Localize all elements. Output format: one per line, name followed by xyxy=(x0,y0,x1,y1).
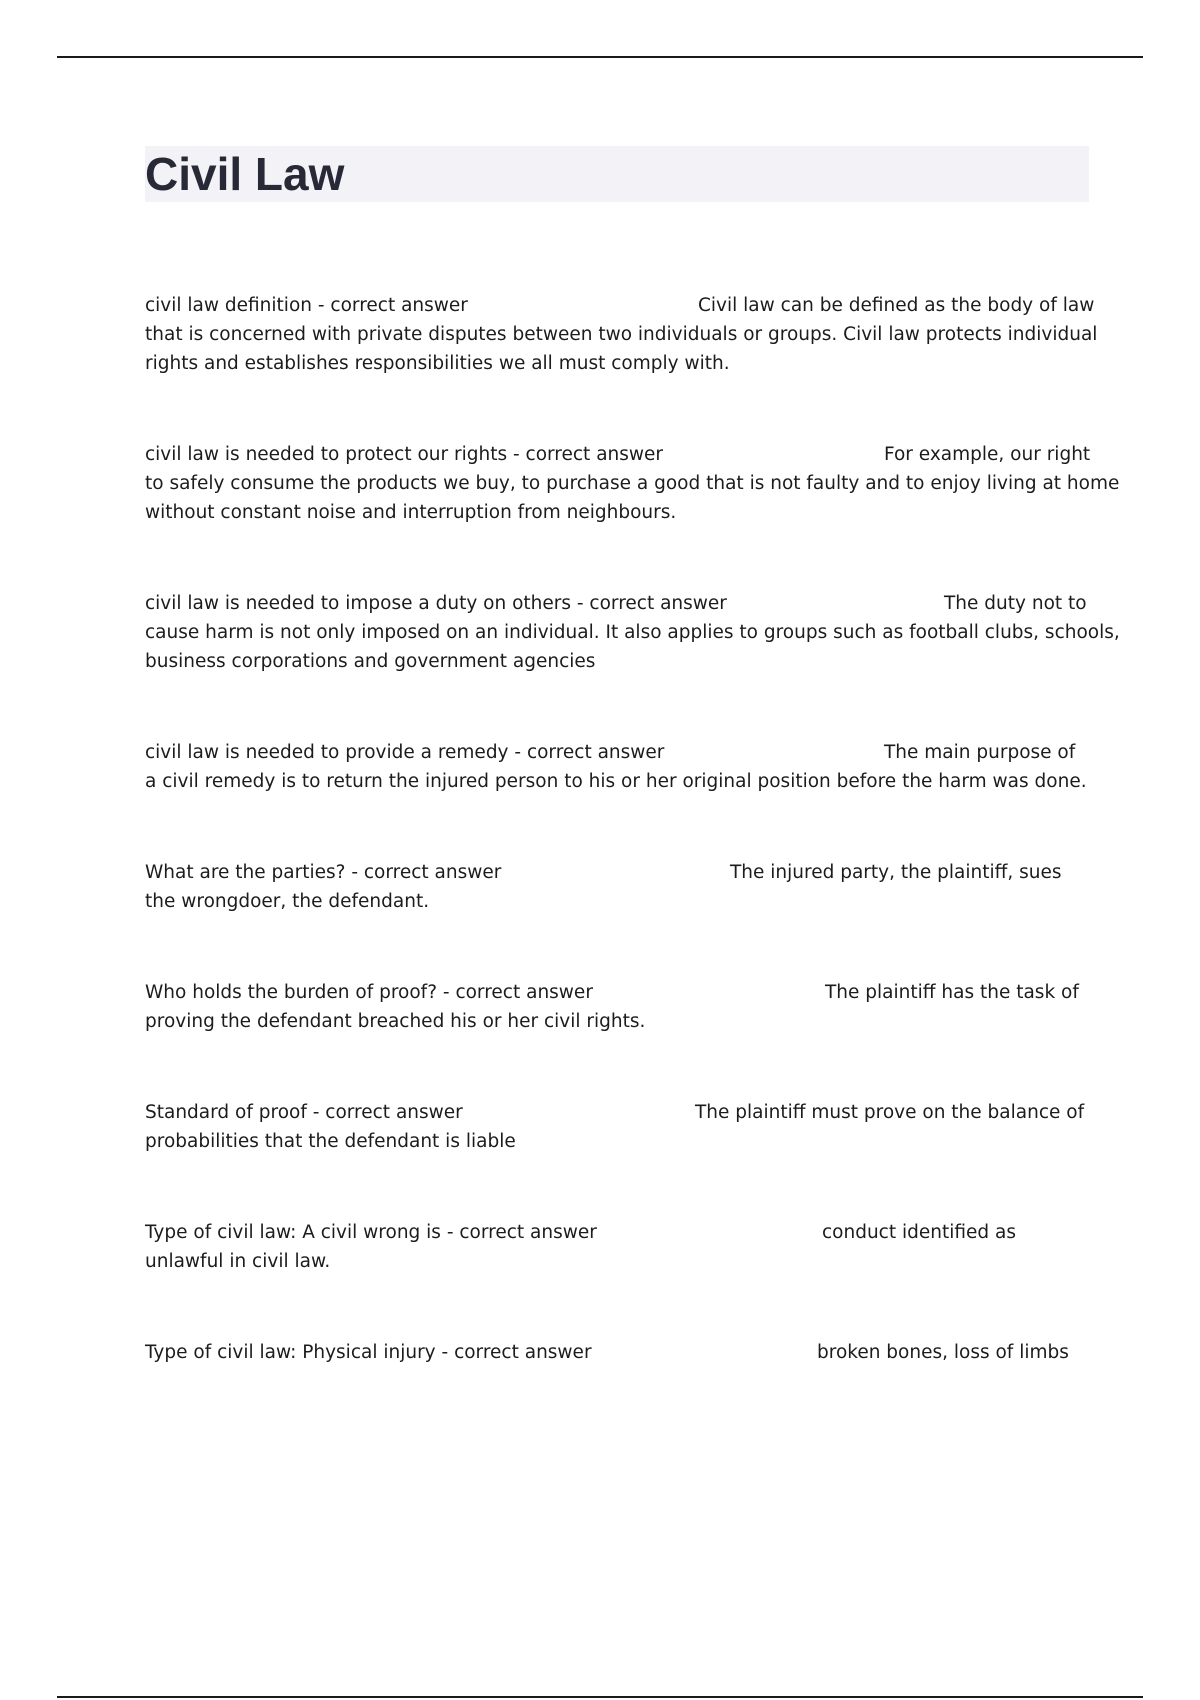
answer-text: The plaintiff must prove on the balance of xyxy=(695,1102,1085,1123)
answer-continuation: to safely consume the products we buy, to purchase a good that is not faulty and to enjoy living at home xyxy=(145,473,1120,494)
question-text: civil law definition - correct answer xyxy=(145,295,468,316)
answer-continuation: a civil remedy is to return the injured person to his or her original position before the harm was done. xyxy=(145,771,1087,792)
qa-entry xyxy=(145,738,1085,796)
answer-continuation: proving the defendant breached his or her civil rights. xyxy=(145,1011,646,1032)
answer-text: The main purpose of xyxy=(884,742,1076,763)
qa-entry xyxy=(145,1218,1085,1276)
answer-continuation: that is concerned with private disputes between two individuals or groups. Civil law protects individual xyxy=(145,324,1098,345)
answer-text: The plaintiff has the task of xyxy=(825,982,1079,1003)
answer-continuation: without constant noise and interruption from neighbours. xyxy=(145,502,677,523)
answer-text: Civil law can be defined as the body of law xyxy=(698,295,1095,316)
qa-entry xyxy=(145,858,1085,916)
title-banner xyxy=(145,146,1089,202)
qa-entry xyxy=(145,589,1120,676)
qa-entry xyxy=(145,291,1098,378)
bottom-divider xyxy=(57,1696,1143,1698)
answer-continuation: cause harm is not only imposed on an individual. It also applies to groups such as football clubs, schools, xyxy=(145,622,1120,643)
answer-text: broken bones, loss of limbs xyxy=(817,1342,1069,1363)
answer-text: conduct identified as xyxy=(822,1222,1017,1243)
question-text: civil law is needed to protect our rights - correct answer xyxy=(145,444,664,465)
answer-continuation: the wrongdoer, the defendant. xyxy=(145,891,430,912)
question-text: What are the parties? - correct answer xyxy=(145,862,502,883)
answer-text: For example, our right xyxy=(884,444,1091,465)
question-text: civil law is needed to impose a duty on others - correct answer xyxy=(145,593,727,614)
top-divider xyxy=(57,56,1143,58)
question-text: Standard of proof - correct answer xyxy=(145,1102,463,1123)
answer-text: The injured party, the plaintiff, sues xyxy=(730,862,1062,883)
page-title: Civil Law xyxy=(145,148,345,200)
answer-text: The duty not to xyxy=(944,593,1087,614)
answer-continuation: probabilities that the defendant is liable xyxy=(145,1131,516,1152)
question-text: Type of civil law: Physical injury - correct answer xyxy=(145,1342,592,1363)
question-text: Who holds the burden of proof? - correct answer xyxy=(145,982,593,1003)
qa-entry xyxy=(145,1338,1085,1367)
question-text: Type of civil law: A civil wrong is - correct answer xyxy=(145,1222,597,1243)
answer-continuation: unlawful in civil law. xyxy=(145,1251,331,1272)
question-text: civil law is needed to provide a remedy - correct answer xyxy=(145,742,665,763)
qa-entry xyxy=(145,978,1085,1036)
answer-continuation: business corporations and government agencies xyxy=(145,651,596,672)
answer-continuation: rights and establishes responsibilities we all must comply with. xyxy=(145,353,730,374)
qa-entry xyxy=(145,1098,1085,1156)
qa-entry xyxy=(145,440,1120,527)
